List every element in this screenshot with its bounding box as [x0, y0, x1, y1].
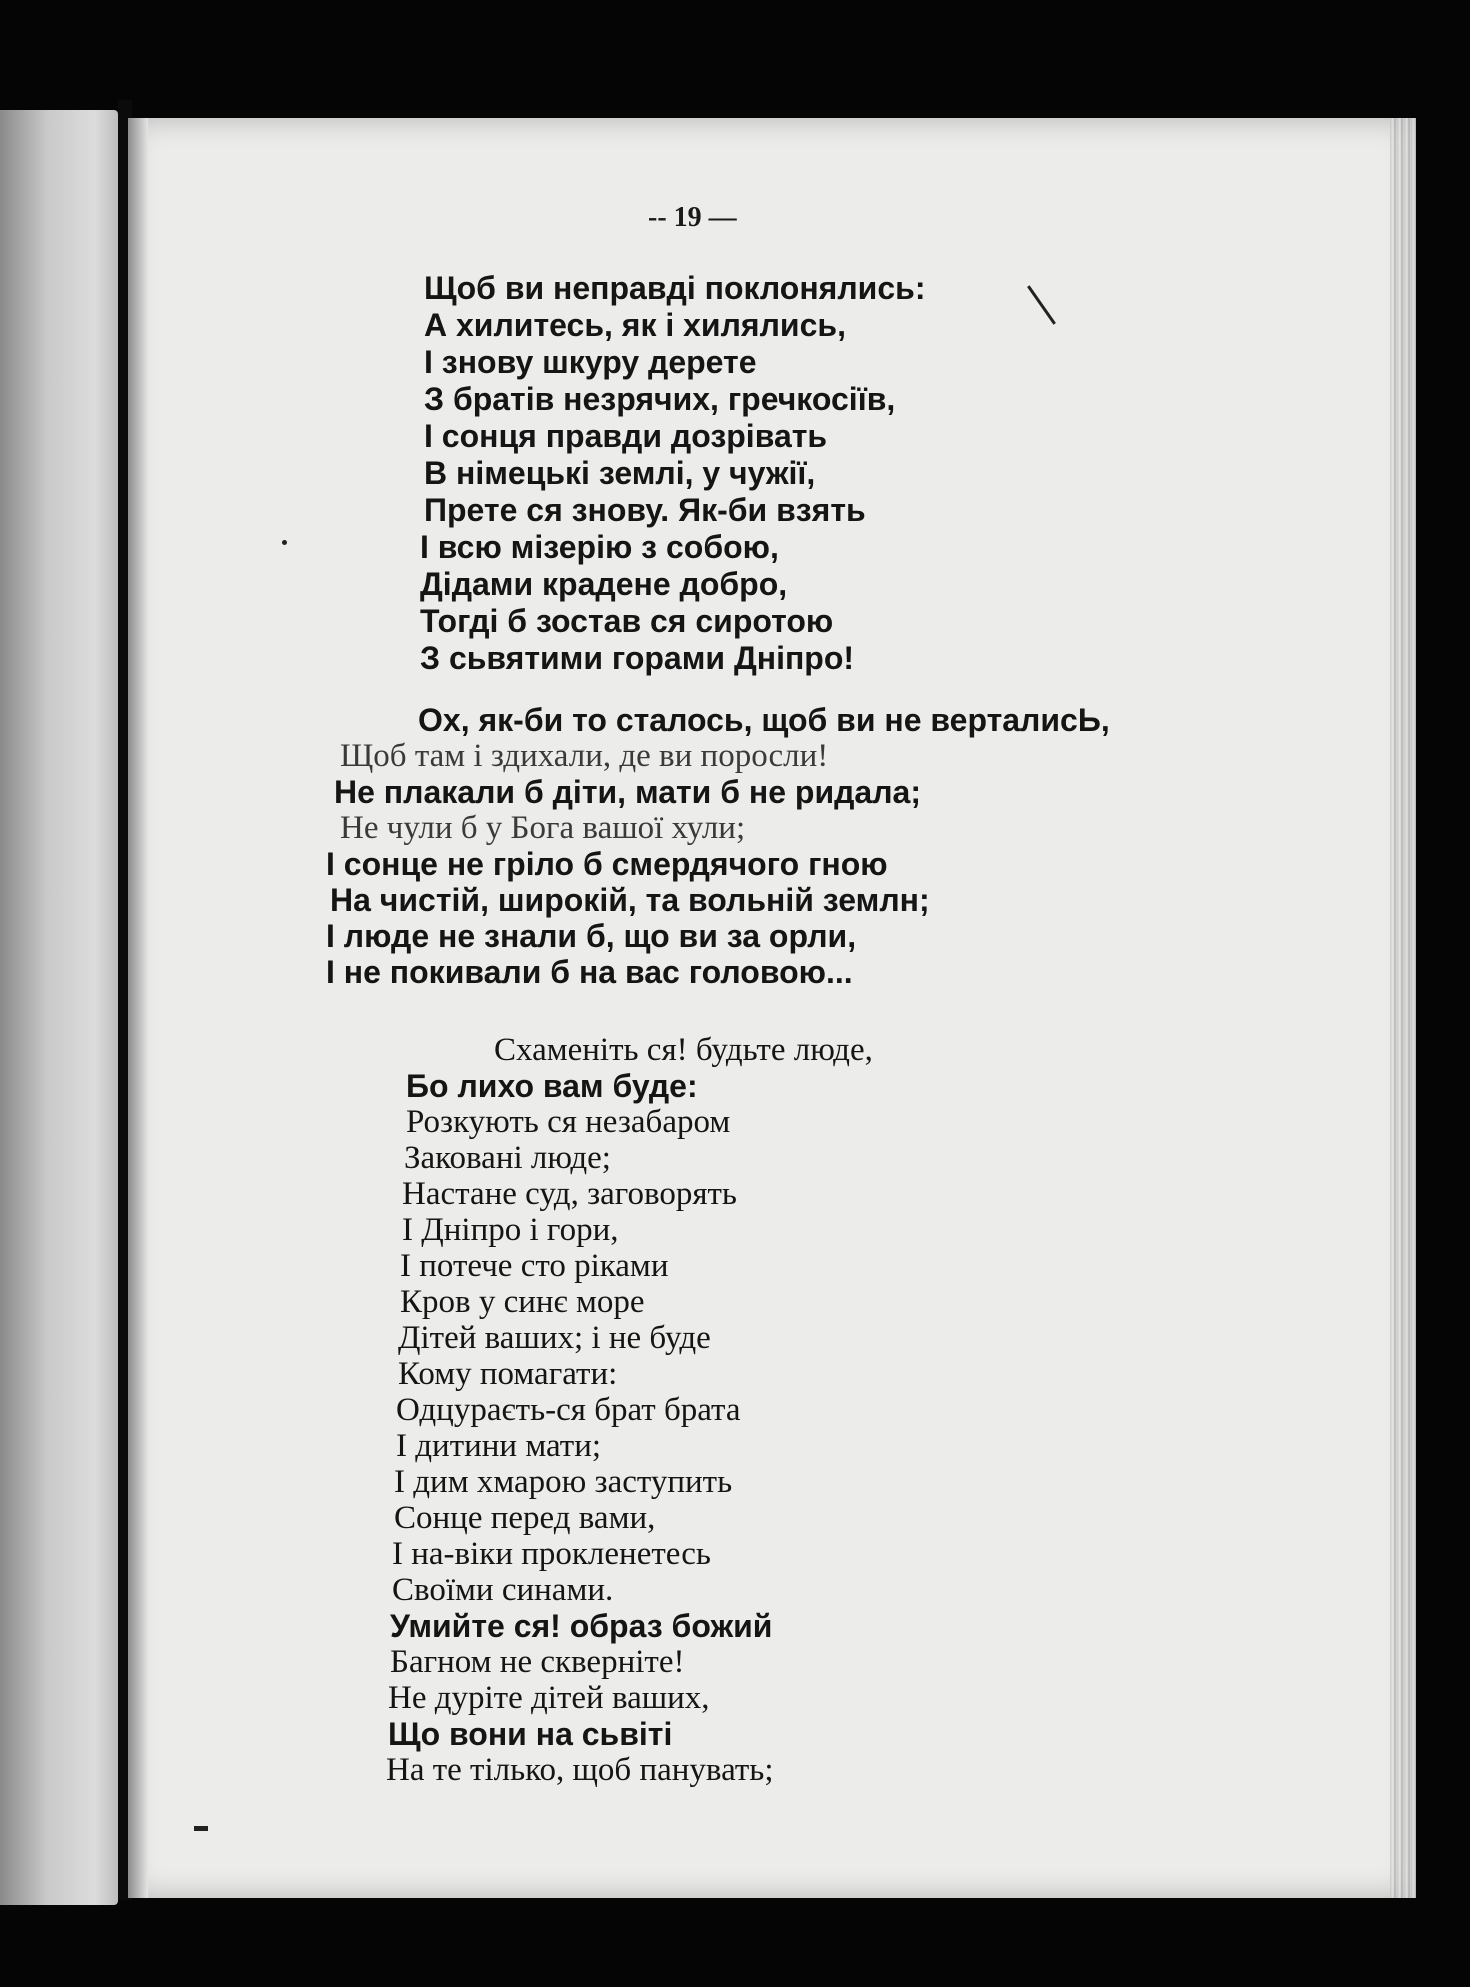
poem-line: Прете ся знову. Як-би взять [424, 492, 866, 528]
poem-line: Дідами крадене добро, [420, 566, 788, 602]
poem-line: І не покивали б на вас головою... [326, 954, 853, 990]
ink-dot [282, 540, 287, 545]
poem-line: Заковані люде; [404, 1140, 611, 1176]
poem-line: Розкують ся незабаром [406, 1104, 731, 1140]
poem-line: Кров у синє море [400, 1284, 645, 1320]
poem-line: І дитини мати; [396, 1428, 602, 1464]
poem-line: В німецькі землі, у чужії, [424, 455, 816, 491]
poem-line: Кому помагати: [398, 1356, 618, 1392]
poem-line: З братів незрячих, гречкосіїв, [424, 381, 896, 417]
poem-line: Тогді б зостав ся сиротою [420, 603, 834, 639]
poem-line: Щоб там і здихали, де ви поросли! [340, 738, 829, 774]
page-edge-texture [1390, 118, 1416, 1898]
poem-line: Настане суд, заговорять [402, 1176, 737, 1212]
poem-line: І дим хмарою заступить [394, 1464, 733, 1500]
poem-line: І сонце не гріло б смердячого гною [326, 846, 888, 882]
page-number: -- 19 — [648, 202, 737, 233]
poem-line: Не плакали б діти, мати б не ридала; [334, 774, 921, 810]
poem-line: На чистій, широкій, та вольній землн; [330, 882, 930, 918]
poem-line: Схаменіть ся! будьте люде, [494, 1032, 873, 1068]
poem-line: І потече сто ріками [400, 1248, 669, 1284]
poem-line: І люде не знали б, що ви за орли, [326, 918, 857, 954]
poem-line: Ох, як-би то сталось, щоб ви не верталисЬ, [418, 702, 1110, 738]
poem-line: І всю мізерію з собою, [420, 529, 779, 565]
poem-line: А хилитесь, як і хилялись, [424, 307, 846, 343]
poem-line: Своїми синами. [392, 1572, 614, 1608]
poem-line: І Дніпро і гори, [402, 1212, 619, 1248]
poem-line: І знову шкуру дерете [424, 344, 757, 380]
poem-line: І сонця правди дозрівать [424, 418, 828, 454]
page-gutter-shadow [128, 118, 148, 1898]
poem-line: Не чули б у Бога вашої хули; [340, 810, 746, 846]
poem-line: З сьвятими горами Дніпро! [420, 640, 855, 676]
poem-line: Сонце перед вами, [394, 1500, 656, 1536]
poem-line: Умийте ся! образ божий [390, 1608, 773, 1644]
poem-line: Дітей ваших; і не буде [398, 1320, 711, 1356]
poem-line: Багном не скверніте! [390, 1644, 685, 1680]
poem-line: І на-віки прокленетесь [392, 1536, 711, 1572]
poem-line: Бо лихо вам буде: [406, 1068, 698, 1104]
poem-line: Що вони на сьвіті [388, 1716, 673, 1752]
facing-page-edge [0, 110, 118, 1905]
poem-line: На те тілько, щоб панувать; [386, 1752, 774, 1788]
ink-mark [194, 1826, 208, 1831]
poem-line: Не дуріте дітей ваших, [388, 1680, 710, 1716]
poem-line: Щоб ви неправді поклонялись: [424, 270, 926, 306]
poem-line: Одцураєть-ся брат брата [396, 1392, 741, 1428]
